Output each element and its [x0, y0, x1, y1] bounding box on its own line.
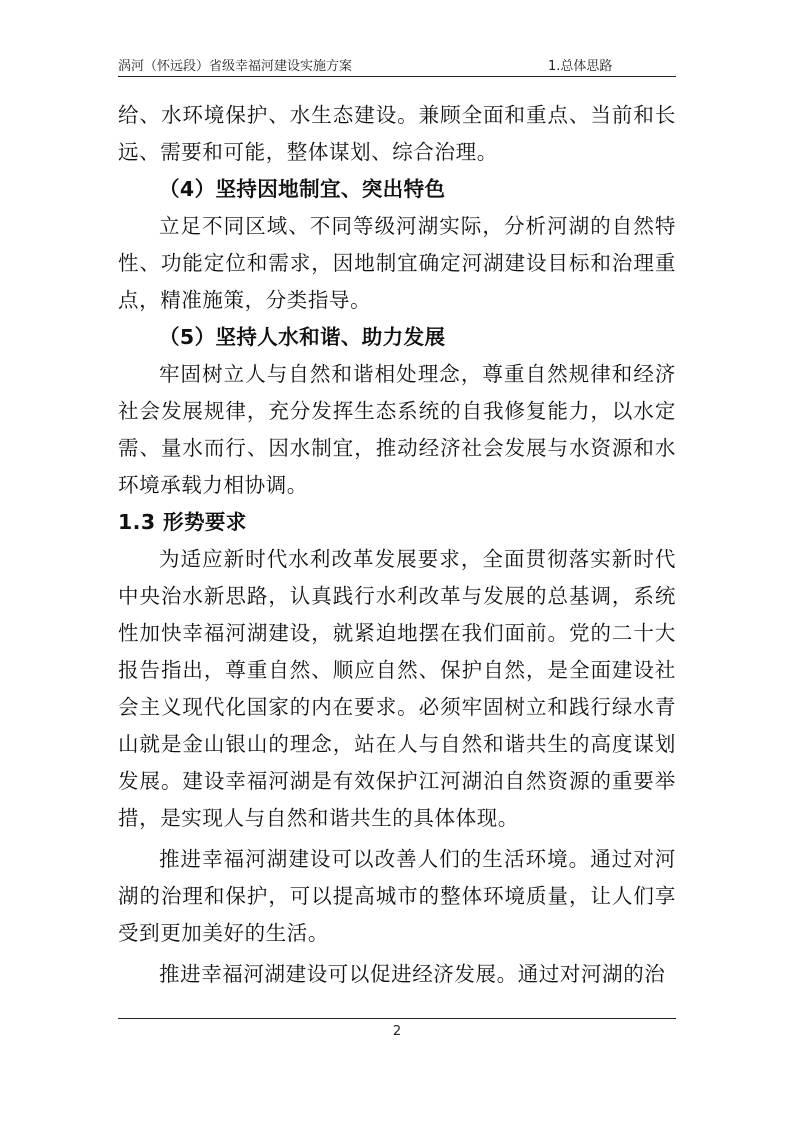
page-header	[118, 52, 676, 77]
page-number: 2	[392, 1024, 402, 1039]
subheading-principle-5: （5）坚持人水和谐、助力发展	[159, 325, 446, 349]
section-heading: 1.3 形势要求	[118, 510, 247, 534]
paragraph-principle-5: 牢固树立人与自然和谐相处理念，尊重自然规律和经济社会发展规律，充分发挥生态系统的自我修复能力，以水定需、量水而行、因水制宜，推动经济社会发展与水资源和水环境承载力相协调。	[118, 362, 676, 497]
header-chapter-title: 1.总体思路	[548, 59, 613, 74]
footer-divider	[118, 1018, 676, 1019]
paragraph-continued: 给、水环境保护、水生态建设。兼顾全面和重点、当前和长远、需要和可能，整体谋划、综合治理。	[118, 103, 676, 164]
header-document-title: 涡河（怀远段）省级幸福河建设实施方案	[118, 59, 353, 74]
paragraph-living-environment: 推进幸福河湖建设可以改善人们的生活环境。通过对河湖的治理和保护，可以提高城市的整体环境质量，让人们享受到更加美好的生活。	[118, 847, 676, 945]
paragraph-economic-development: 推进幸福河湖建设可以促进经济发展。通过对河湖的治	[159, 962, 666, 986]
paragraph-situation-requirements: 为适应新时代水利改革发展要求，全面贯彻落实新时代中央治水新思路，认真践行水利改革与发展的总基调，系统性加快幸福河湖建设，就紧迫地摆在我们面前。党的二十大报告指出，尊重自然、顺应自然、保护自然，是全面建设社会主义现代化国家的内在要求。必须牢固树立和践行绿水青山就是金山银山的理念，站在人与自然和谐共生的高度谋划发展。建设幸福河湖是有效保护江河湖泊自然资源的重要举措，是实现人与自然和谐共生的具体体现。	[118, 547, 676, 830]
paragraph-principle-4: 立足不同区域、不同等级河湖实际，分析河湖的自然特性、功能定位和需求，因地制宜确定河湖建设目标和治理重点，精准施策，分类指导。	[118, 214, 676, 312]
document-body	[118, 97, 676, 993]
subheading-principle-4: （4）坚持因地制宜、突出特色	[159, 177, 446, 201]
